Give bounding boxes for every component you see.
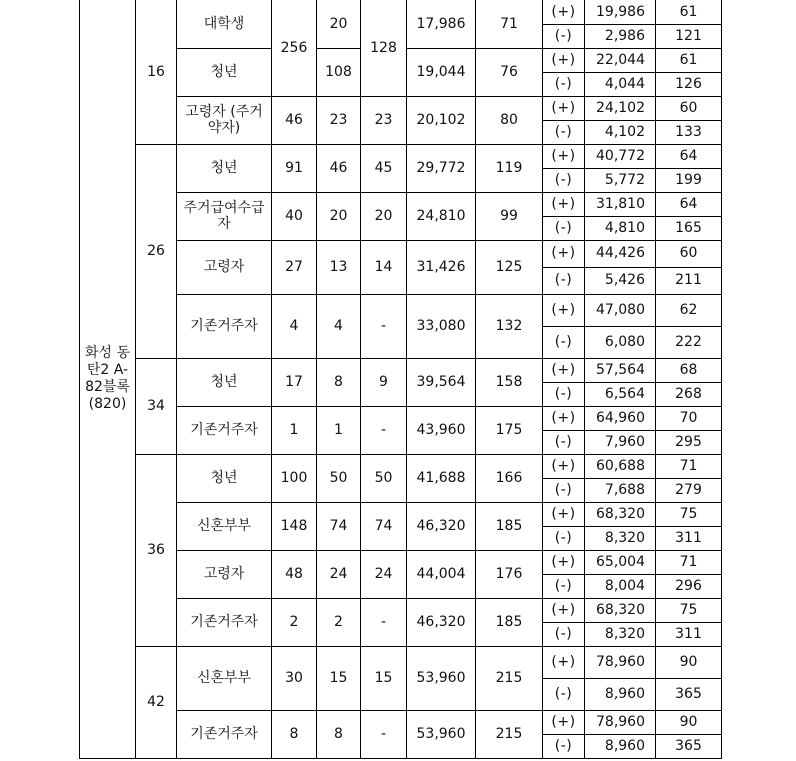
type-cell: 청년 xyxy=(177,144,272,192)
conv-rent-cell: 60 xyxy=(656,240,722,267)
type-cell: 기존거주자 xyxy=(177,598,272,646)
count-a-cell: 24 xyxy=(317,550,361,598)
conv-rent-cell: 311 xyxy=(656,622,722,646)
table-row xyxy=(80,192,722,216)
rent-cell: 215 xyxy=(476,710,543,758)
conv-deposit-cell: 8,960 xyxy=(585,734,656,758)
conv-rent-cell: 68 xyxy=(656,358,722,382)
table-row xyxy=(80,96,722,120)
table-row xyxy=(80,406,722,430)
rent-cell: 158 xyxy=(476,358,543,406)
conv-rent-cell: 365 xyxy=(656,678,722,710)
conv-deposit-cell: 22,044 xyxy=(585,48,656,72)
count-a-cell: 23 xyxy=(317,96,361,144)
conv-deposit-cell: 78,960 xyxy=(585,710,656,734)
conv-rent-cell: 70 xyxy=(656,406,722,430)
conv-deposit-cell: 7,960 xyxy=(585,430,656,454)
conv-rent-cell: 126 xyxy=(656,72,722,96)
deposit-cell: 29,772 xyxy=(407,144,476,192)
count-a-cell: 15 xyxy=(317,646,361,710)
rent-cell: 99 xyxy=(476,192,543,240)
table-row xyxy=(80,0,722,24)
conv-deposit-cell: 6,080 xyxy=(585,326,656,358)
conv-deposit-cell: 2,986 xyxy=(585,24,656,48)
conv-rent-cell: 296 xyxy=(656,574,722,598)
sign-cell: (-) xyxy=(543,526,585,550)
count-a-cell: 46 xyxy=(317,144,361,192)
table-row xyxy=(80,646,722,678)
table-row xyxy=(80,240,722,267)
count-a-cell: 50 xyxy=(317,454,361,502)
rent-cell: 76 xyxy=(476,48,543,96)
deposit-cell: 44,004 xyxy=(407,550,476,598)
rent-cell: 80 xyxy=(476,96,543,144)
sign-cell: (-) xyxy=(543,168,585,192)
sign-cell: (+) xyxy=(543,646,585,678)
conv-deposit-cell: 4,102 xyxy=(585,120,656,144)
area-cell: 42 xyxy=(136,646,177,758)
deposit-cell: 41,688 xyxy=(407,454,476,502)
area-cell: 16 xyxy=(136,0,177,144)
conv-rent-cell: 133 xyxy=(656,120,722,144)
conv-deposit-cell: 44,426 xyxy=(585,240,656,267)
count-b-cell: 74 xyxy=(361,502,407,550)
sign-cell: (-) xyxy=(543,430,585,454)
sign-cell: (-) xyxy=(543,326,585,358)
total-cell: 4 xyxy=(272,294,317,358)
deposit-cell: 46,320 xyxy=(407,598,476,646)
deposit-cell: 53,960 xyxy=(407,646,476,710)
conv-deposit-cell: 6,564 xyxy=(585,382,656,406)
deposit-cell: 46,320 xyxy=(407,502,476,550)
sign-cell: (+) xyxy=(543,48,585,72)
count-b-cell: 23 xyxy=(361,96,407,144)
rent-cell: 119 xyxy=(476,144,543,192)
deposit-cell: 33,080 xyxy=(407,294,476,358)
conv-deposit-cell: 8,320 xyxy=(585,526,656,550)
sign-cell: (+) xyxy=(543,454,585,478)
deposit-cell: 20,102 xyxy=(407,96,476,144)
rent-cell: 176 xyxy=(476,550,543,598)
table-row xyxy=(80,550,722,574)
conv-rent-cell: 90 xyxy=(656,646,722,678)
count-b-cell: 45 xyxy=(361,144,407,192)
deposit-cell: 19,044 xyxy=(407,48,476,96)
sign-cell: (-) xyxy=(543,216,585,240)
table-row xyxy=(80,502,722,526)
complex-units: (820) xyxy=(88,395,127,412)
sign-cell: (+) xyxy=(543,598,585,622)
conv-rent-cell: 365 xyxy=(656,734,722,758)
conv-rent-cell: 61 xyxy=(656,0,722,24)
rental-conditions-table xyxy=(79,0,722,759)
conv-deposit-cell: 68,320 xyxy=(585,598,656,622)
sign-cell: (+) xyxy=(543,294,585,326)
count-a-cell: 4 xyxy=(317,294,361,358)
sign-cell: (+) xyxy=(543,0,585,24)
total-cell: 46 xyxy=(272,96,317,144)
table-row xyxy=(80,598,722,622)
conv-rent-cell: 75 xyxy=(656,598,722,622)
count-b-cell: 24 xyxy=(361,550,407,598)
type-cell: 청년 xyxy=(177,454,272,502)
sign-cell: (-) xyxy=(543,622,585,646)
conv-deposit-cell: 64,960 xyxy=(585,406,656,430)
rent-cell: 185 xyxy=(476,502,543,550)
total-cell: 27 xyxy=(272,240,317,294)
sign-cell: (+) xyxy=(543,96,585,120)
type-cell: 고령자 (주거약자) xyxy=(177,96,272,144)
table-row xyxy=(80,294,722,326)
count-b-cell: 128 xyxy=(361,0,407,96)
count-a-cell: 108 xyxy=(317,48,361,96)
sign-cell: (-) xyxy=(543,478,585,502)
area-cell: 26 xyxy=(136,144,177,358)
sign-cell: (+) xyxy=(543,502,585,526)
count-a-cell: 8 xyxy=(317,358,361,406)
conv-rent-cell: 211 xyxy=(656,267,722,294)
type-cell: 청년 xyxy=(177,48,272,96)
deposit-cell: 43,960 xyxy=(407,406,476,454)
count-a-cell: 13 xyxy=(317,240,361,294)
count-b-cell: 9 xyxy=(361,358,407,406)
sign-cell: (+) xyxy=(543,550,585,574)
conv-rent-cell: 222 xyxy=(656,326,722,358)
conv-deposit-cell: 57,564 xyxy=(585,358,656,382)
count-b-cell: - xyxy=(361,598,407,646)
sign-cell: (+) xyxy=(543,240,585,267)
sign-cell: (+) xyxy=(543,358,585,382)
sign-cell: (-) xyxy=(543,267,585,294)
table-row xyxy=(80,144,722,168)
type-cell: 기존거주자 xyxy=(177,294,272,358)
conv-deposit-cell: 31,810 xyxy=(585,192,656,216)
type-cell: 주거급여수급자 xyxy=(177,192,272,240)
conv-deposit-cell: 8,320 xyxy=(585,622,656,646)
count-b-cell: 50 xyxy=(361,454,407,502)
conv-rent-cell: 279 xyxy=(656,478,722,502)
rent-cell: 185 xyxy=(476,598,543,646)
rent-cell: 71 xyxy=(476,0,543,48)
conv-deposit-cell: 68,320 xyxy=(585,502,656,526)
area-cell: 36 xyxy=(136,454,177,646)
conv-deposit-cell: 8,004 xyxy=(585,574,656,598)
conv-rent-cell: 268 xyxy=(656,382,722,406)
total-cell: 256 xyxy=(272,0,317,96)
conv-rent-cell: 60 xyxy=(656,96,722,120)
rent-cell: 125 xyxy=(476,240,543,294)
sign-cell: (+) xyxy=(543,192,585,216)
rent-cell: 166 xyxy=(476,454,543,502)
conv-rent-cell: 90 xyxy=(656,710,722,734)
count-a-cell: 20 xyxy=(317,192,361,240)
deposit-cell: 17,986 xyxy=(407,0,476,48)
conv-deposit-cell: 19,986 xyxy=(585,0,656,24)
table-row xyxy=(80,358,722,382)
count-a-cell: 74 xyxy=(317,502,361,550)
conv-deposit-cell: 40,772 xyxy=(585,144,656,168)
total-cell: 91 xyxy=(272,144,317,192)
sign-cell: (+) xyxy=(543,406,585,430)
sign-cell: (-) xyxy=(543,24,585,48)
conv-deposit-cell: 4,044 xyxy=(585,72,656,96)
conv-rent-cell: 121 xyxy=(656,24,722,48)
conv-deposit-cell: 4,810 xyxy=(585,216,656,240)
conv-rent-cell: 295 xyxy=(656,430,722,454)
area-cell: 34 xyxy=(136,358,177,454)
complex-cell xyxy=(80,0,136,758)
sign-cell: (-) xyxy=(543,382,585,406)
total-cell: 8 xyxy=(272,710,317,758)
count-a-cell: 20 xyxy=(317,0,361,48)
conv-deposit-cell: 24,102 xyxy=(585,96,656,120)
conv-deposit-cell: 7,688 xyxy=(585,478,656,502)
type-cell: 청년 xyxy=(177,358,272,406)
type-cell: 고령자 xyxy=(177,240,272,294)
sign-cell: (-) xyxy=(543,734,585,758)
sign-cell: (-) xyxy=(543,72,585,96)
count-b-cell: 14 xyxy=(361,240,407,294)
conv-rent-cell: 311 xyxy=(656,526,722,550)
count-a-cell: 8 xyxy=(317,710,361,758)
sign-cell: (+) xyxy=(543,710,585,734)
count-b-cell: 20 xyxy=(361,192,407,240)
rent-cell: 215 xyxy=(476,646,543,710)
conv-rent-cell: 71 xyxy=(656,550,722,574)
conv-rent-cell: 71 xyxy=(656,454,722,478)
total-cell: 148 xyxy=(272,502,317,550)
count-a-cell: 1 xyxy=(317,406,361,454)
count-b-cell: 15 xyxy=(361,646,407,710)
sign-cell: (+) xyxy=(543,144,585,168)
conv-deposit-cell: 5,772 xyxy=(585,168,656,192)
conv-deposit-cell: 47,080 xyxy=(585,294,656,326)
table-row xyxy=(80,454,722,478)
conv-deposit-cell: 8,960 xyxy=(585,678,656,710)
sign-cell: (-) xyxy=(543,120,585,144)
type-cell: 신혼부부 xyxy=(177,646,272,710)
conv-rent-cell: 61 xyxy=(656,48,722,72)
count-b-cell: - xyxy=(361,710,407,758)
conv-deposit-cell: 65,004 xyxy=(585,550,656,574)
count-a-cell: 2 xyxy=(317,598,361,646)
rent-cell: 175 xyxy=(476,406,543,454)
type-cell: 대학생 xyxy=(177,0,272,48)
type-cell: 신혼부부 xyxy=(177,502,272,550)
sign-cell: (-) xyxy=(543,678,585,710)
deposit-cell: 39,564 xyxy=(407,358,476,406)
deposit-cell: 53,960 xyxy=(407,710,476,758)
total-cell: 1 xyxy=(272,406,317,454)
conv-rent-cell: 199 xyxy=(656,168,722,192)
type-cell: 기존거주자 xyxy=(177,406,272,454)
rent-cell: 132 xyxy=(476,294,543,358)
table-row xyxy=(80,710,722,734)
type-cell: 기존거주자 xyxy=(177,710,272,758)
conv-rent-cell: 64 xyxy=(656,144,722,168)
total-cell: 17 xyxy=(272,358,317,406)
total-cell: 48 xyxy=(272,550,317,598)
conv-rent-cell: 165 xyxy=(656,216,722,240)
conv-rent-cell: 62 xyxy=(656,294,722,326)
count-b-cell: - xyxy=(361,294,407,358)
conv-deposit-cell: 78,960 xyxy=(585,646,656,678)
total-cell: 100 xyxy=(272,454,317,502)
conv-deposit-cell: 60,688 xyxy=(585,454,656,478)
total-cell: 30 xyxy=(272,646,317,710)
sign-cell: (-) xyxy=(543,574,585,598)
deposit-cell: 31,426 xyxy=(407,240,476,294)
complex-name: 화성 동탄2 A-82블록 xyxy=(84,345,131,395)
conv-deposit-cell: 5,426 xyxy=(585,267,656,294)
total-cell: 2 xyxy=(272,598,317,646)
deposit-cell: 24,810 xyxy=(407,192,476,240)
conv-rent-cell: 64 xyxy=(656,192,722,216)
count-b-cell: - xyxy=(361,406,407,454)
conv-rent-cell: 75 xyxy=(656,502,722,526)
type-cell: 고령자 xyxy=(177,550,272,598)
total-cell: 40 xyxy=(272,192,317,240)
